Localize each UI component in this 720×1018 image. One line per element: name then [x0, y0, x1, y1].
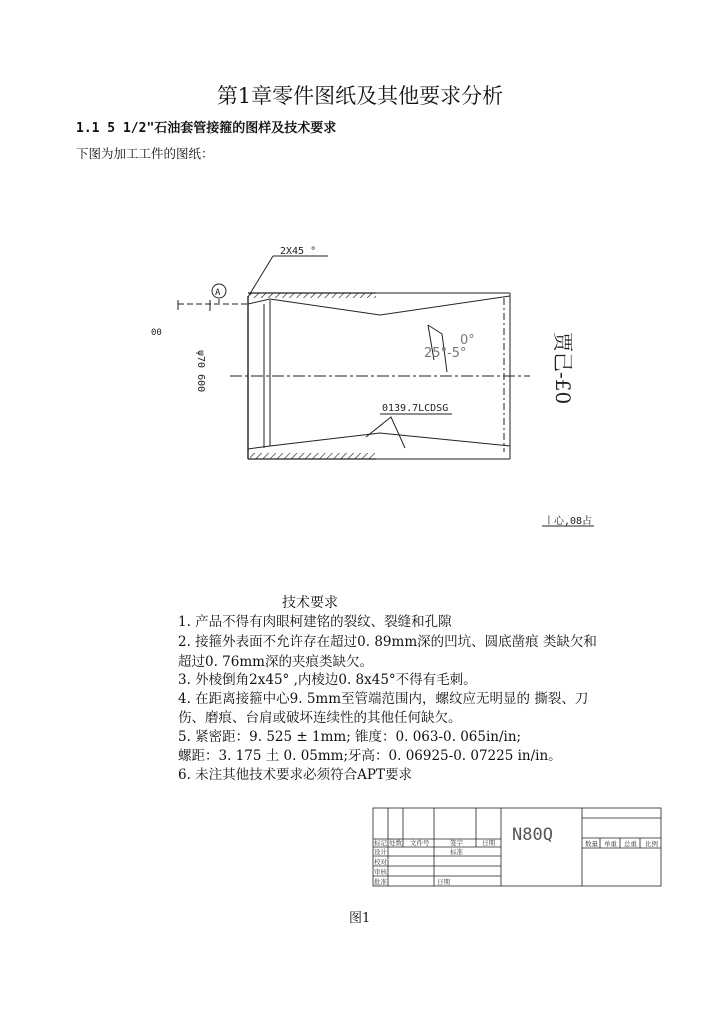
requirement-line: 2. 接箍外表面不允许存在超过0. 89mm深的凹坑、圆底凿痕 类缺欠和	[178, 634, 597, 650]
tb-row-0: 设计	[374, 848, 387, 856]
roughness-label: 丨心,08占	[544, 516, 593, 527]
tb-right-header-3: 比例	[645, 840, 658, 848]
angle-top-label: 0°	[460, 333, 475, 348]
top-wall-hatch	[250, 293, 376, 298]
chamfer-leader	[248, 256, 273, 297]
datum-label: A	[215, 288, 221, 298]
requirement-line: 6. 未注其他技术要求必须符合APT要求	[178, 767, 413, 783]
section-heading-text: 石油套管接箍的图样及技术要求	[154, 121, 337, 136]
left-mark: 00	[151, 328, 162, 338]
requirement-line: 伤、磨痕、台肩或破坏连续性的其他任何缺欠。	[178, 710, 462, 726]
tb-header-0: 标记	[374, 839, 387, 847]
tb-date-label: 日期	[437, 878, 450, 886]
side-text: 贾己-£0	[551, 332, 575, 405]
title-block	[373, 808, 661, 886]
tb-right-header-1: 单重	[604, 840, 617, 848]
tb-right-header-0: 数量	[585, 840, 598, 848]
left-vertical-label: ψ70 600	[195, 350, 206, 393]
requirement-line: 1. 产品不得有肉眼柯建铭的裂纹、裂缝和孔隙	[178, 614, 452, 630]
tb-row-3: 批准	[374, 878, 387, 886]
requirements-title: 技术要求	[282, 595, 338, 611]
requirement-line: 螺距：3. 175 土 0. 05mm;牙高：0. 06925-0. 07225 in/in。	[178, 748, 562, 764]
requirement-line: 3. 外棱倒角2x45° ,内棱边0. 8x45°不得有毛刺。	[178, 672, 477, 688]
figure-caption: 图1	[349, 911, 371, 926]
chamfer-label: 2X45 °	[280, 246, 317, 257]
tb-row-2: 审核	[374, 868, 387, 876]
page-title: 第1章零件图纸及其他要求分析	[216, 84, 504, 108]
tb-header-2: 文件号	[410, 839, 430, 847]
material-label: N80Q	[512, 825, 553, 845]
requirement-line: 超过0. 76mm深的夹痕类缺欠。	[178, 654, 373, 670]
diameter-label: 0139.7LCDSG	[382, 403, 449, 414]
section-number: 1.1 5 1/2"	[76, 121, 155, 136]
tb-header-1: 处数	[389, 839, 402, 847]
tb-header-3: 签字	[450, 839, 463, 847]
tb-header-4: 日期	[482, 839, 495, 847]
requirement-line: 4. 在距离接箍中心9. 5mm至管端范围内，螺纹应无明显的 撕裂、刀	[178, 691, 589, 707]
tb-right-header-2: 总重	[624, 840, 637, 848]
angle-bottom-label: 25°-5°	[424, 346, 467, 361]
tb-row-1: 校对	[374, 858, 387, 866]
requirement-line: 5. 紧密距：9. 525 ± 1mm; 锥度：0. 063-0. 065in/in;	[178, 729, 522, 745]
tb-std-label: 标准	[450, 848, 463, 856]
bottom-wall-hatch	[250, 453, 376, 459]
intro-text: 下图为加工工件的图纸：	[76, 146, 214, 161]
